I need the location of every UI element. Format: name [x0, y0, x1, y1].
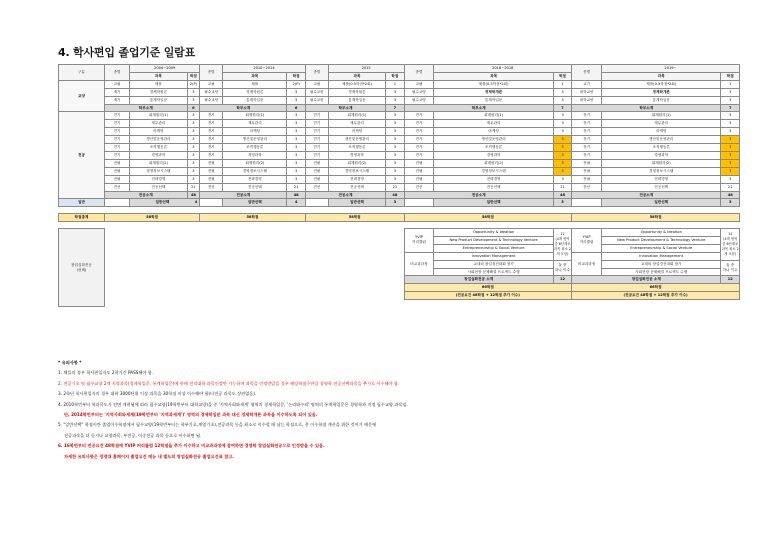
major-row-5-p3-course: 조직행동론 [328, 144, 385, 152]
major-row-8-p2-course: 경영정보시스템 [223, 167, 287, 175]
general-row-3-p1-type: 계기 [104, 96, 129, 104]
major-row-4-p3-type: 전기 [305, 136, 328, 144]
yvip-label: YVIP 커리큘럼 [404, 229, 434, 253]
header-type: 종별 [404, 65, 434, 81]
total-value-3: 58학점 [305, 214, 404, 222]
startup-subtotal-label: 창업실화전공 소계 [572, 276, 721, 284]
header-type: 종별 [104, 65, 129, 81]
major-row-3-p3-course: 마케팅 [328, 128, 385, 136]
major-row-10-p4-course: 전공선택 [434, 183, 553, 191]
elective-course: 일반선택 [155, 200, 170, 205]
header-type: 종별 [200, 65, 223, 81]
major-row-7-p5-credit: 3 [721, 159, 740, 167]
general-row-2-p2-credit: 3 [287, 88, 305, 96]
major-row-10-p3-course: 전공선택 [328, 183, 385, 191]
major-row-2-p1-credit: 3 [187, 120, 200, 128]
elective-course: 일반선택 [434, 199, 553, 207]
major-row-8-p4-type: 전필 [404, 167, 434, 175]
major-row-3-p4-credit: 3 [553, 128, 571, 136]
major-row-5-p3-credit: 3 [386, 144, 404, 152]
general-subtotal-label: 학부소계 [404, 104, 553, 112]
major-row-8-p2-type: 전필 [200, 167, 223, 175]
header-course: 과목 [602, 72, 721, 80]
major-row-1-p1-credit: 3 [187, 112, 200, 120]
total-value-2: 58학점 [200, 214, 306, 222]
major-row-1-p2-type: 전기 [200, 112, 223, 120]
header-course: 과목 [223, 72, 287, 80]
graduation-requirements-table [58, 64, 740, 307]
major-row-2-p5-type: 전기 [572, 120, 602, 128]
major-row-6-p5-type: 전기 [572, 151, 602, 159]
header-course: 과목 [434, 72, 553, 80]
major-row-10-p5-course: 전공선택 [602, 183, 721, 191]
notes-heading: * 유의사항 * [58, 360, 82, 365]
major-row-3-p1-credit: 3 [187, 128, 200, 136]
major-row-8-p4-course: 경영정보시스템 [434, 167, 553, 175]
major-row-10-p4-type: 전선 [404, 183, 434, 191]
general-row-1-p1-course: 채플 [130, 80, 187, 88]
general-row-3-p3-credit: 3 [386, 96, 404, 104]
general-row-1-p1-credit: 2(P) [187, 80, 200, 88]
general-row-1-p4-credit: 1 [553, 80, 571, 88]
major-row-1-p1-type: 전기 [104, 112, 129, 120]
yvip-note: 12 (4개 영역 중 6단계조과목 최소 2개 포함) [721, 229, 740, 261]
major-row-3-p1-type: 전기 [104, 128, 129, 136]
yvip-label: YVIP 커리큘럼 [572, 229, 602, 253]
note-item-4b: 단, 2014학번부터는 '지역사회와세계(19학번부터 '지역과세계')' 영역의 경제학입문 과목 대신 경제학개론 과목을 이수하도록 되어 있음. [64, 412, 318, 418]
general-row-2-p2-type: 필수교양 [200, 88, 223, 96]
major-row-9-p5-course: 전략경영 [602, 175, 721, 183]
major-row-6-p5-credit: 3 [721, 151, 740, 159]
total-value-4: 58학점 [404, 214, 572, 222]
major-row-6-p4-credit: 3 [553, 151, 571, 159]
header-period-1: 2004~2009 [130, 65, 200, 73]
general-row-3-p1-credit: 3 [187, 96, 200, 104]
major-row-8-p2-credit: 3 [287, 167, 305, 175]
major-row-7-p4-course: 회계원리(2) [434, 159, 553, 167]
major-row-3-p2-course: 마케팅 [223, 128, 287, 136]
major-row-10-p5-credit: 21 [721, 183, 740, 191]
major-row-4-p1-type: 전기 [104, 136, 129, 144]
general-row-1-p4-type: 교필 [404, 80, 434, 88]
note-item-4: 4. 2010학번부터 학과목도가 전면 개편됨에 따라 필수교양(19학번부터 대학교양)을 중 '지역사회와세계' 영역의 경제학입문, '논리와수리' 영역의 통계학입문은 경영학과 지정 필수교양 과목임. [58, 401, 408, 407]
yvip-course-1: Opportunity & Ideation [602, 229, 721, 237]
general-row-2-p5-credit: 3 [721, 88, 740, 96]
nonsubject-note: 둘 중 하나 이수 [553, 260, 571, 276]
general-row-3-p4-course: 통계학입문 [434, 96, 553, 104]
major-row-7-p5-type: 전필 [572, 159, 602, 167]
major-row-2-p3-course: 재무관리 [328, 120, 385, 128]
major-row-4-p2-credit: 3 [287, 136, 305, 144]
major-row-3-p2-type: 전기 [200, 128, 223, 136]
major-row-4-p5-course: 생산및운영관리 [602, 136, 721, 144]
general-subtotal-p5: 7 [721, 104, 740, 112]
general-row-3-p1-course: 통계학입문 [130, 96, 187, 104]
major-row-4-p3-credit: 3 [386, 136, 404, 144]
note-item-3: 3. 2학년 학사편입자의 경우 대학 3000단위 이상 과목을 30학점 이상 이수해야 함(타전공 과목도 상관없음). [58, 391, 257, 397]
general-subtotal-label: 학부소계 [572, 104, 721, 112]
major-row-5-p2-course: 조직행동론 [223, 144, 287, 152]
header-period-2: 2010~2014 [223, 65, 306, 73]
general-row-1-p5-course: 채플(0.5학점*2회) [602, 80, 721, 88]
startup-subtotal-value: 12 [553, 276, 571, 284]
major-row-1-p5-type: 전기 [572, 112, 602, 120]
general-row-3-p2-credit: 3 [287, 96, 305, 104]
notes-section [58, 358, 408, 462]
major-row-1-p4-course: 회계원리(1) [434, 112, 553, 120]
major-row-1-p4-credit: 3 [553, 112, 571, 120]
elective-credit-1: 4 [194, 200, 198, 205]
general-subtotal-p2: 6 [287, 104, 305, 112]
header-course: 과목 [130, 72, 187, 80]
major-row-5-p5-credit: 3 [721, 144, 740, 152]
general-label: 교양 [59, 80, 105, 112]
note-item-1: 1. 채플의 경우 학사편입자도 2학기간 PASS해야 함. [58, 370, 154, 376]
general-row-2-p5-course: 경제학개론 [602, 88, 721, 96]
major-row-5-p2-type: 전기 [200, 144, 223, 152]
major-row-9-p4-type: 전필 [404, 175, 434, 183]
major-row-1-p4-type: 전기 [404, 112, 434, 120]
major-row-10-p3-credit: 21 [386, 183, 404, 191]
major-row-10-p1-type: 전선 [104, 183, 129, 191]
major-row-7-p3-course: 회계원리(2) [328, 159, 385, 167]
major-row-6-p2-credit: 3 [287, 151, 305, 159]
general-row-3-p2-course: 통계학입문 [223, 96, 287, 104]
major-row-4-p5-type: 전기 [572, 136, 602, 144]
yvip-course-3: Entrepreneurship & Social Venture [602, 244, 721, 252]
major-row-4-p1-course: 생산및운영관리 [130, 136, 187, 144]
general-row-1-p4-course: 채플(0.5학점*2회) [434, 80, 553, 88]
general-row-1-p5-type: 교기 [572, 80, 602, 88]
major-subtotal-p2: 48 [287, 191, 305, 199]
yvip-note: 12 (4개 영역 중 6단계조과목 최소 2개 포함) [553, 229, 571, 261]
total-value-1: 58학점 [104, 214, 199, 222]
major-row-6-p5-course: 경영과학 [602, 151, 721, 159]
header-group: 구분 [59, 65, 105, 81]
yvip-course-2: New Product Development & Technology Venture [602, 236, 721, 244]
major-row-8-p4-credit: 3 [553, 167, 571, 175]
header-credit: 학점 [287, 72, 305, 80]
major-row-4-p3-course: 생산및운영관리 [328, 136, 385, 144]
major-row-10-p2-type: 전선 [200, 183, 223, 191]
major-row-6-p4-type: 전기 [404, 151, 434, 159]
yvip-course-2: New Product Development & Technology Venture [434, 236, 553, 244]
major-row-6-p1-type: 전기 [104, 151, 129, 159]
general-subtotal-label: 학부소계 [305, 104, 385, 112]
major-row-5-p5-type: 전기 [572, 144, 602, 152]
general-row-2-p4-course: 경제학개론 [434, 88, 553, 96]
total-value-5: 58학점 [572, 214, 740, 222]
nonsubject-note: 둘 중 하나 이수 [721, 260, 740, 276]
major-row-2-p3-credit: 3 [386, 120, 404, 128]
header-credit: 학점 [721, 72, 740, 80]
major-subtotal-label: 전공소계 [572, 191, 721, 199]
major-row-2-p5-credit: 3 [721, 120, 740, 128]
nonsubject-label: 비교과과정 [404, 252, 434, 276]
general-row-2-p1-course: 경제학원론 [130, 88, 187, 96]
major-row-5-p1-course: 조직행동론 [130, 144, 187, 152]
major-row-4-p1-credit: 3 [187, 136, 200, 144]
nonsubject-course-2: 교내외 창업경진대회 참가 [602, 260, 721, 268]
major-row-7-p2-type: 전필 [200, 159, 223, 167]
major-row-1-p2-credit: 3 [287, 112, 305, 120]
major-row-8-p5-credit: 3 [721, 167, 740, 175]
major-row-6-p3-course: 경영과학 [328, 151, 385, 159]
general-row-2-p2-course: 경제학원론 [223, 88, 287, 96]
major-row-10-p2-credit: 21 [287, 183, 305, 191]
major-row-2-p3-type: 전기 [305, 120, 328, 128]
nonsubject-course-3: 사회현장 문제해결 프로젝트 수행 [434, 268, 553, 276]
elective-label: 일반 [59, 199, 105, 207]
major-row-9-p2-course: 전략경영 [223, 175, 287, 183]
elective-credit-5: 3 [721, 199, 740, 207]
major-row-6-p2-type: 전기 [200, 151, 223, 159]
general-subtotal-p4: 7 [553, 104, 571, 112]
major-row-5-p4-credit: 3 [553, 144, 571, 152]
major-row-7-p4-type: 전필 [404, 159, 434, 167]
major-row-6-p2-course: 경영과학 [223, 151, 287, 159]
major-row-1-p3-type: 전기 [305, 112, 328, 120]
major-row-3-p3-type: 전기 [305, 128, 328, 136]
major-row-5-p1-type: 전기 [104, 144, 129, 152]
major-row-4-p4-credit: 3 [553, 136, 571, 144]
general-row-2-p1-type: 계기 [104, 88, 129, 96]
general-row-2-p3-type: 필수교양 [305, 88, 328, 96]
major-row-8-p5-type: 전필 [572, 167, 602, 175]
yvip-course-3: Entrepreneurship & Social Venture [434, 244, 553, 252]
major-row-7-p2-credit: 3 [287, 159, 305, 167]
general-row-1-p3-type: 교필 [305, 80, 328, 88]
general-row-3-p2-type: 필수교양 [200, 96, 223, 104]
major-row-10-p4-credit: 21 [553, 183, 571, 191]
nonsubject-course-1: Innovation Management [602, 252, 721, 260]
general-row-3-p3-course: 통계학입문 [328, 96, 385, 104]
major-row-10-p2-course: 전공선택 [223, 183, 287, 191]
nonsubject-course-2: 교내외 창업경진대회 참가 [434, 260, 553, 268]
major-row-2-p4-credit: 3 [553, 120, 571, 128]
general-subtotal-label: 학부소계 [200, 104, 287, 112]
page-title: 4. 학사편입 졸업기준 일람표 [58, 46, 196, 59]
header-course: 과목 [328, 72, 385, 80]
major-row-2-p4-course: 재무관리 [434, 120, 553, 128]
general-row-2-p4-credit: 3 [553, 88, 571, 96]
general-row-1-p3-course: 채플(0.5학점*2회) [328, 80, 385, 88]
major-row-8-p3-credit: 3 [386, 167, 404, 175]
major-row-10-p1-credit: 21 [187, 183, 200, 191]
major-row-1-p3-course: 회계원리(1) [328, 112, 385, 120]
major-row-4-p2-type: 전기 [200, 136, 223, 144]
general-row-1-p3-credit: 1 [386, 80, 404, 88]
elective-credit-4: 3 [553, 199, 571, 207]
major-row-4-p5-credit: 3 [721, 136, 740, 144]
major-row-7-p1-course: 회계원리(2) [130, 159, 187, 167]
major-row-3-p4-course: 마케팅 [434, 128, 553, 136]
elective-credit-3: 3 [386, 199, 404, 207]
major-row-5-p5-course: 조직행동론 [602, 144, 721, 152]
note-item-5: 5. "일반선택" 학점이란 졸업이수학점에서 필수교양(19학번부터는 학부기초,계열기초),전공과목 등을 최소로 이수할 때 남는 학점으로, 총 이수학점 계산을 위한 것이기 때문에 [58, 422, 377, 428]
major-row-3-p5-type: 전기 [572, 128, 602, 136]
general-row-1-p2-course: 채플 [223, 80, 287, 88]
general-subtotal-label: 학부소계 [104, 104, 187, 112]
total-label: 학점총계 [59, 214, 105, 222]
major-row-1-p5-credit: 3 [721, 112, 740, 120]
major-row-1-p2-course: 회계원리(1) [223, 112, 287, 120]
general-row-1-p2-type: 교필 [200, 80, 223, 88]
major-row-9-p3-course: 전략경영 [328, 175, 385, 183]
major-row-9-p3-type: 전필 [305, 175, 328, 183]
major-row-9-p2-type: 전필 [200, 175, 223, 183]
general-row-2-p3-course: 경제학원론 [328, 88, 385, 96]
major-row-10-p3-type: 전선 [305, 183, 328, 191]
major-row-7-p5-course: 회계원리(2) [602, 159, 721, 167]
major-row-6-p3-credit: 3 [386, 151, 404, 159]
startup-label: 창업실화전공 (선택) [59, 229, 105, 307]
note-item-6: 6. 16학번부터 전공요건 48학점에 YVIP 커리큘럼 12학점을 추가 이수하고 비교과과정에 참여하면 경영학 창업실화전공으로 인정받을 수 있음. [58, 443, 325, 449]
major-row-3-p5-course: 마케팅 [602, 128, 721, 136]
major-row-7-p1-credit: 3 [187, 159, 200, 167]
major-row-9-p5-type: 전필 [572, 175, 602, 183]
header-type: 종별 [305, 65, 328, 81]
major-row-2-p1-course: 재무관리 [130, 120, 187, 128]
header-type: 종별 [572, 65, 602, 81]
major-subtotal-p5: 48 [721, 191, 740, 199]
major-subtotal-label: 전공소계 [305, 191, 385, 199]
general-row-3-p5-course: 통계학입문 [602, 96, 721, 104]
general-row-1-p1-type: 교필 [104, 80, 129, 88]
header-period-3: 2015 [328, 65, 404, 73]
major-row-5-p1-credit: 3 [187, 144, 200, 152]
major-row-9-p4-credit: 3 [553, 175, 571, 183]
major-row-7-p2-course: 회계원리(2) [223, 159, 287, 167]
major-row-10-p5-type: 전선 [572, 183, 602, 191]
general-subtotal-p1: 6 [187, 104, 200, 112]
major-row-9-p1-credit: 3 [187, 175, 200, 183]
major-row-9-p1-type: 전필 [104, 175, 129, 183]
yvip-course-1: Opportunity & Ideation [434, 229, 553, 237]
major-row-6-p4-course: 경영과학 [434, 151, 553, 159]
startup-subtotal-label: 창업실화전공 소계 [404, 276, 553, 284]
major-row-3-p5-credit: 3 [721, 128, 740, 136]
nonsubject-course-1: Innovation Management [434, 252, 553, 260]
major-subtotal-label: 전공소계 [404, 191, 553, 199]
major-row-9-p5-credit: 3 [721, 175, 740, 183]
major-row-2-p2-course: 재무관리 [223, 120, 287, 128]
major-row-8-p1-course: 경영정보시스템 [130, 167, 187, 175]
general-row-3-p4-credit: 3 [553, 96, 571, 104]
major-row-4-p2-course: 생산및운영관리 [223, 136, 287, 144]
general-row-2-p5-type: 대학교양 [572, 88, 602, 96]
major-row-1-p1-course: 회계원리(1) [130, 112, 187, 120]
general-row-1-p5-credit: 1 [721, 80, 740, 88]
major-row-9-p2-credit: 3 [287, 175, 305, 183]
major-row-5-p4-course: 조직행동론 [434, 144, 553, 152]
major-subtotal-p3: 48 [386, 191, 404, 199]
major-row-2-p2-type: 전기 [200, 120, 223, 128]
major-row-7-p3-type: 전필 [305, 159, 328, 167]
header-credit: 학점 [553, 72, 571, 80]
header-credit: 학점 [386, 72, 404, 80]
major-row-5-p4-type: 전기 [404, 144, 434, 152]
major-row-6-p1-course: 경영과학 [130, 151, 187, 159]
major-row-8-p3-type: 전필 [305, 167, 328, 175]
major-row-2-p5-course: 재무관리 [602, 120, 721, 128]
major-row-3-p3-credit: 3 [386, 128, 404, 136]
note-item-5b: 전공과목을 더 듣거나 교양과목, 부전공, 이중전공 과목 등으로 이수하면 됨. [64, 432, 202, 438]
note-item-6b: 자세한 유의사항은 경영대 홈페이지 졸업요건 매뉴 내 별도의 창업실화전공 졸업요건표 참고. [64, 453, 234, 459]
nonsubject-course-3: 사회현장 문제해결 프로젝트 수행 [602, 268, 721, 276]
startup-final-total: 66학점 [572, 284, 740, 292]
note-item-2: 2. 전공기초 및 필수교양 2개 지정과목(경제학입문, 통계학입문)에 한해 전적대학 과목인정만 가능하며 과목을 인정받았을 경우 해당학점수만큼 경영학 전공선택과목을 추가로 이수해야 함. [58, 380, 400, 386]
major-row-1-p3-credit: 3 [386, 112, 404, 120]
startup-final-note: (전공요건 48학점 + 12학점 추가 이수) [404, 292, 572, 300]
major-row-8-p1-type: 전필 [104, 167, 129, 175]
major-row-2-p2-credit: 3 [287, 120, 305, 128]
elective-course: 일반선택 [602, 199, 721, 207]
general-subtotal-p3: 7 [386, 104, 404, 112]
major-row-9-p3-credit: 3 [386, 175, 404, 183]
major-row-7-p4-credit: 3 [553, 159, 571, 167]
nonsubject-label: 비교과과정 [572, 252, 602, 276]
general-row-3-p5-type: 대학교양 [572, 96, 602, 104]
major-row-10-p1-course: 전공선택 [130, 183, 187, 191]
major-label: 전공 [59, 112, 105, 199]
major-row-8-p5-course: 경영정보시스템 [602, 167, 721, 175]
startup-final-note: (전공요건 48학점 + 12학점 추가 이수) [572, 292, 740, 300]
header-period-5: 2019~ [602, 65, 740, 73]
general-row-2-p4-type: 필수교양 [404, 88, 434, 96]
major-row-7-p1-type: 전필 [104, 159, 129, 167]
major-row-6-p3-type: 전기 [305, 151, 328, 159]
elective-course: 일반선택 [328, 199, 385, 207]
major-row-3-p4-type: 전기 [404, 128, 434, 136]
elective-course: 일반선택 [223, 199, 287, 207]
major-row-7-p3-credit: 3 [386, 159, 404, 167]
major-row-5-p2-credit: 3 [287, 144, 305, 152]
major-row-3-p1-course: 마케팅 [130, 128, 187, 136]
general-row-1-p2-credit: 2(P) [287, 80, 305, 88]
major-row-3-p2-credit: 3 [287, 128, 305, 136]
major-row-4-p4-course: 생산및운영관리 [434, 136, 553, 144]
major-row-5-p3-type: 전기 [305, 144, 328, 152]
header-credit: 학점 [187, 72, 200, 80]
major-subtotal-p1: 48 [187, 191, 200, 199]
major-row-1-p5-course: 회계원리(1) [602, 112, 721, 120]
startup-final-total: 66학점 [404, 284, 572, 292]
general-row-2-p1-credit: 3 [187, 88, 200, 96]
major-subtotal-p4: 48 [553, 191, 571, 199]
major-row-6-p1-credit: 3 [187, 151, 200, 159]
major-row-2-p1-type: 전기 [104, 120, 129, 128]
startup-subtotal-value: 12 [721, 276, 740, 284]
major-row-4-p4-type: 전기 [404, 136, 434, 144]
general-row-2-p3-credit: 3 [386, 88, 404, 96]
general-row-3-p3-type: 필수교양 [305, 96, 328, 104]
header-period-4: 2016~2018 [434, 65, 572, 73]
general-row-3-p4-type: 필수교양 [404, 96, 434, 104]
major-subtotal-label: 전공소계 [200, 191, 287, 199]
major-row-8-p1-credit: 3 [187, 167, 200, 175]
major-row-9-p1-course: 전략경영 [130, 175, 187, 183]
major-row-8-p3-course: 경영정보시스템 [328, 167, 385, 175]
major-row-9-p4-course: 전략경영 [434, 175, 553, 183]
general-row-3-p5-credit: 3 [721, 96, 740, 104]
elective-credit-2: 4 [287, 199, 305, 207]
major-row-2-p4-type: 전기 [404, 120, 434, 128]
major-subtotal-label: 전공소계 [104, 191, 187, 199]
